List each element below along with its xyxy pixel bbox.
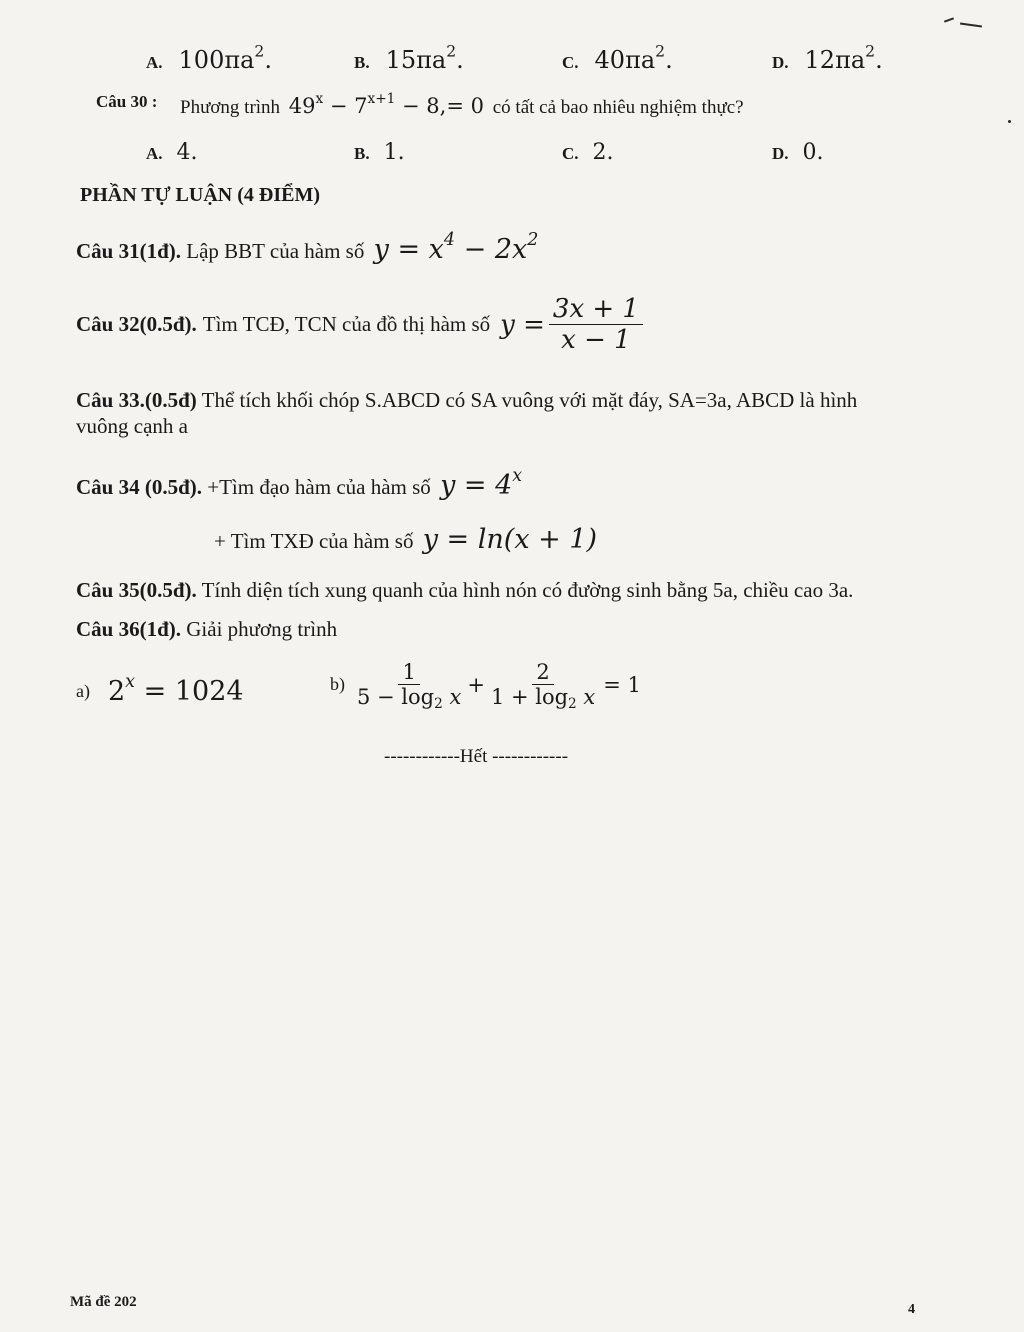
question-label: Câu 34 (0.5đ).	[76, 475, 203, 499]
scan-dot	[1008, 120, 1011, 123]
fraction: $\frac{3x + 1}{x - 1}$	[549, 294, 643, 355]
q30-option-c: C. 2.	[562, 140, 614, 165]
question-label: Câu 35(0.5đ).	[76, 578, 197, 602]
fraction: $\frac{2}{1 + \log_2 x}$	[490, 660, 596, 713]
q30-label: Câu 30 :	[96, 92, 158, 111]
question-32: Câu 32(0.5đ). Tìm TCĐ, TCN của đồ thị hàm số y = $\frac{3x + 1}{x - 1}$	[76, 294, 643, 355]
scan-mark	[960, 22, 982, 27]
question-34: Câu 34 (0.5đ). +Tìm đạo hàm của hàm số $y = 4^x$	[76, 465, 523, 501]
q30-stem: Phương trình $49^x - 7^{x+1} - 8,= 0$ có tất cả bao nhiêu nghiệm thực?	[180, 90, 744, 118]
question-label: Câu 32(0.5đ).	[76, 312, 197, 336]
question-36: Câu 36(1đ). Giải phương trình	[76, 617, 338, 641]
question-31: Câu 31(1đ). Lập BBT của hàm số $y = x^4 - 2x^2$	[76, 229, 539, 265]
question-33: Câu 33.(0.5đ) Thể tích khối chóp S.ABCD có SA vuông với mặt đáy, SA=3a, ABCD là hình vuông cạnh a	[76, 388, 858, 438]
q30-option-b: B. 1.	[354, 140, 405, 165]
q32-function: y = $\frac{3x + 1}{x - 1}$	[500, 294, 643, 355]
option-label: B.	[354, 53, 370, 72]
question-label: Câu 31(1đ).	[76, 239, 182, 263]
q29-option-a: A. $100\pi a^2$.	[146, 42, 272, 74]
q30-option-a: A. 4.	[146, 140, 198, 165]
question-35: Câu 35(0.5đ). Tính diện tích xung quanh của hình nón có đường sinh bằng 5a, chiều cao 3a.	[76, 578, 854, 602]
q36a-equation: $2^x = 1024$	[107, 671, 244, 707]
exam-code: Mã đề 202	[70, 1294, 137, 1310]
q29-option-c: C. $40\pi a^2$.	[562, 42, 673, 74]
question-label: Câu 33.(0.5đ)	[76, 388, 197, 412]
q30-option-d: D. 0.	[772, 140, 824, 165]
option-label: C.	[562, 53, 579, 72]
end-marker: ------------Hết ------------	[384, 746, 569, 767]
question-34-part-2: + Tìm TXĐ của hàm số y = ln(x + 1)	[214, 524, 598, 555]
q34-function-1: $y = 4^x$	[440, 465, 523, 501]
q30-equation: $49^x - 7^{x+1} - 8,= 0$	[288, 90, 484, 118]
section-title: PHẦN TỰ LUẬN (4 ĐIỂM)	[80, 184, 320, 206]
q36-part-a: a) $2^x = 1024$	[76, 671, 244, 707]
question-label: Câu 36(1đ).	[76, 617, 182, 641]
option-label: A.	[146, 53, 163, 72]
page-number: 4	[908, 1302, 915, 1317]
q29-option-d: D. $12\pi a^2$.	[772, 42, 883, 74]
q36b-equation: $\frac{1}{5 - \log_2 x}$ + $\frac{2}{1 + \log_2 x}$ = 1	[353, 660, 641, 709]
q36-part-b: b) $\frac{1}{5 - \log_2 x}$ + $\frac{2}{1 + \log_2 x}$ = 1	[330, 660, 641, 713]
fraction: $\frac{1}{5 - \log_2 x}$	[357, 660, 462, 713]
q29-option-b: B. $15\pi a^2$.	[354, 42, 464, 74]
q31-function: $y = x^4 - 2x^2$	[373, 229, 539, 265]
scan-mark	[944, 17, 954, 22]
q34-function-2: y = ln(x + 1)	[422, 524, 598, 555]
option-label: D.	[772, 53, 789, 72]
